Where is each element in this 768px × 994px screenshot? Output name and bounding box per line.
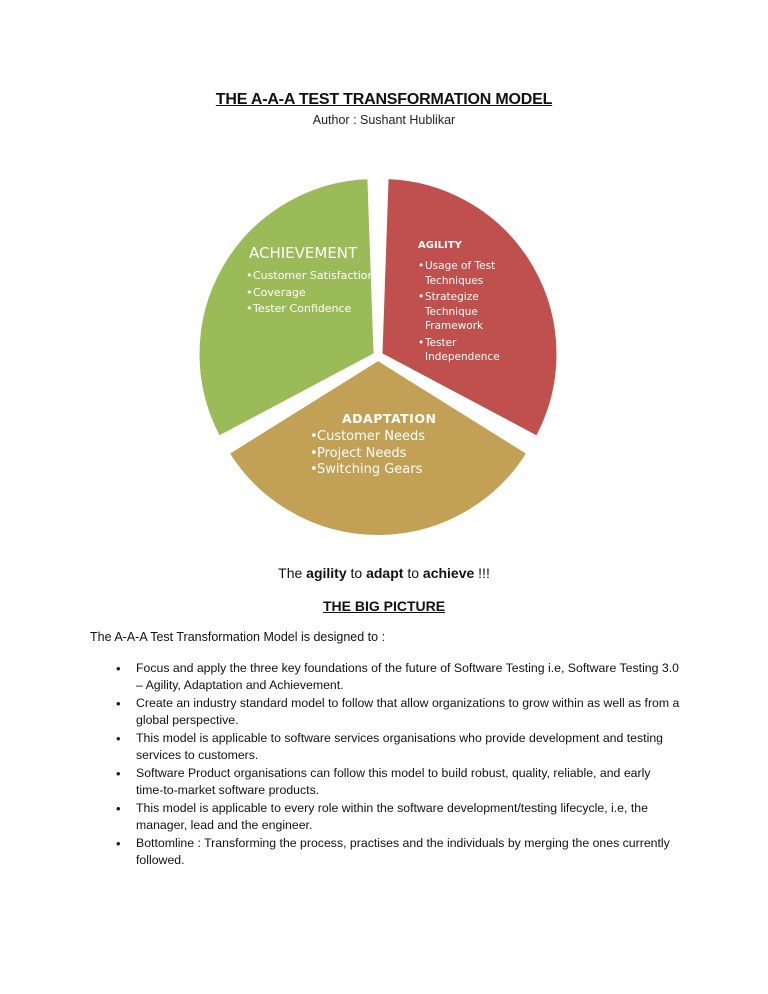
intro-paragraph: The A-A-A Test Transformation Model is designed to : — [90, 630, 386, 644]
author-line: Author : Sushant Hublikar — [312, 113, 456, 127]
agility-item: • Tester Independence — [418, 336, 528, 365]
achievement-list — [246, 268, 386, 318]
adaptation-item: • Switching Gears — [310, 462, 470, 479]
tagline-text: !!! — [478, 565, 490, 581]
section-heading: THE BIG PICTURE — [322, 598, 446, 614]
adaptation-title: ADAPTATION — [342, 411, 437, 426]
achievement-item: • Customer Satisfaction — [246, 268, 386, 285]
objective-item: • Bottomline : Transforming the process, practises and the individuals by merging the ones currently followed. — [136, 835, 681, 869]
agility-item: • Strategize Technique Framework — [418, 290, 528, 334]
adaptation-item: • Customer Needs — [310, 429, 470, 446]
achievement-item: • Coverage — [246, 285, 386, 302]
agility-label-block — [418, 240, 528, 367]
tagline-text: to — [350, 565, 363, 581]
objective-item: • This model is applicable to software services organisations who provide development and testing services to customers. — [136, 730, 681, 764]
adaptation-label-block — [310, 411, 470, 479]
achievement-label-block — [246, 244, 386, 318]
tagline-text: The — [278, 565, 303, 581]
objective-item: • Create an industry standard model to follow that allow organizations to grow within as well as from a global perspective. — [136, 695, 681, 729]
tagline — [0, 565, 768, 581]
objectives-list — [136, 660, 681, 870]
tagline-emphasis: agility — [306, 565, 347, 581]
achievement-item: • Tester Confidence — [246, 301, 386, 318]
agility-title: AGILITY — [418, 240, 462, 251]
agility-item: • Usage of Test Techniques — [418, 259, 528, 288]
page-title: THE A-A-A TEST TRANSFORMATION MODEL — [215, 91, 553, 108]
objective-item: • This model is applicable to every role within the software development/testing lifecycle, i.e, the manager, lead and the engineer. — [136, 800, 681, 834]
achievement-title: ACHIEVEMENT — [249, 244, 358, 262]
objective-item: • Focus and apply the three key foundations of the future of Software Testing i.e, Software Testing 3.0 – Agility, Adaptation and Achievement. — [136, 660, 681, 694]
adaptation-item: • Project Needs — [310, 446, 470, 463]
objective-item: • Software Product organisations can follow this model to build robust, quality, reliable, and early time-to-market software products. — [136, 765, 681, 799]
tagline-emphasis: adapt — [366, 565, 404, 581]
adaptation-list — [310, 429, 470, 479]
agility-list — [418, 259, 528, 365]
tagline-text: to — [407, 565, 420, 581]
tagline-emphasis: achieve — [422, 565, 475, 581]
